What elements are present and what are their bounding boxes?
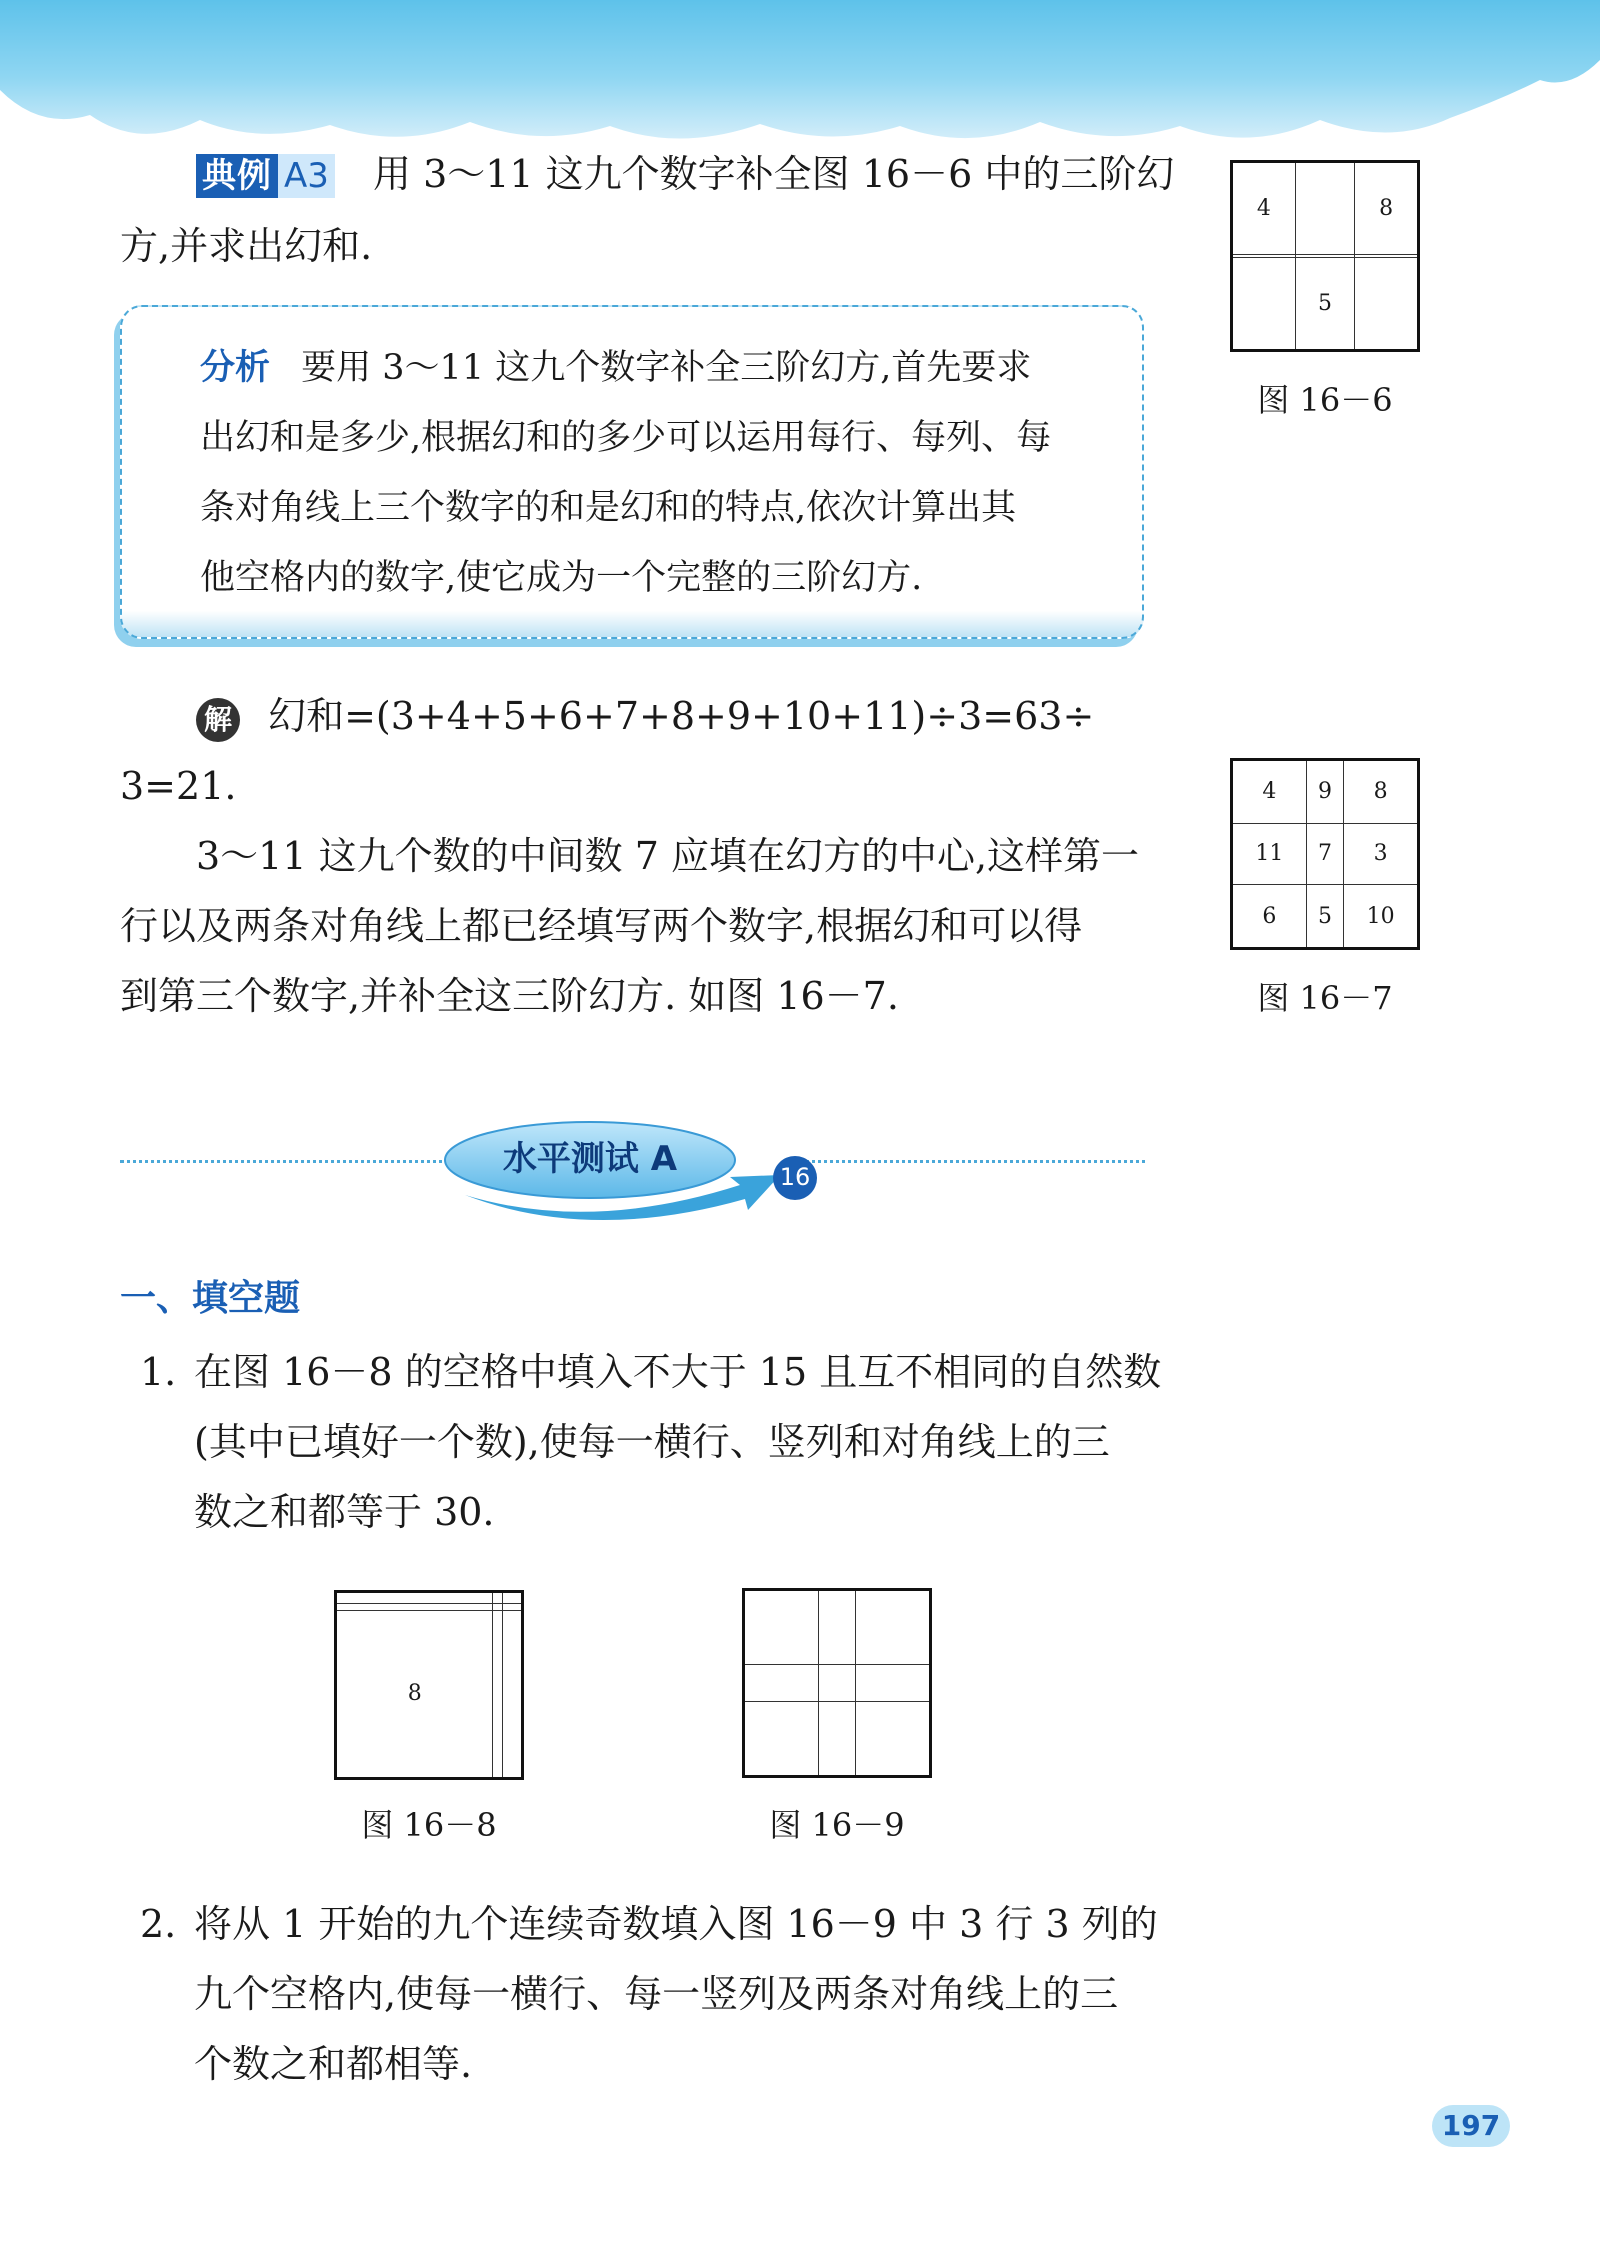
- grid-cell: [744, 1702, 819, 1777]
- grid-cell: 4: [1232, 760, 1307, 824]
- grid-cell: 8: [1344, 760, 1419, 824]
- cloud-border: [0, 60, 1600, 160]
- grid-row: [336, 1610, 523, 1778]
- grid-16-9: [742, 1588, 932, 1778]
- page-number: 197: [1432, 2105, 1510, 2147]
- solution-text-2: 3=21.: [120, 764, 237, 808]
- grid-row: [1232, 760, 1419, 824]
- grid-cell: [503, 1592, 523, 1604]
- magic-square-16-6: [1230, 160, 1420, 352]
- question-1-text-2: (其中已填好一个数),使每一横行、竖列和对角线上的三: [194, 1420, 1110, 1464]
- grid-cell: [744, 1590, 819, 1665]
- grid-cell: [1232, 258, 1296, 351]
- grid-row: [336, 1592, 523, 1604]
- question-2-text-2: 九个空格内,使每一横行、每一竖列及两条对角线上的三: [194, 1972, 1119, 2016]
- analysis-line-1: [200, 345, 1031, 391]
- solution-badge: 解: [196, 698, 240, 742]
- grid-row: [1232, 885, 1419, 949]
- grid-cell: [818, 1664, 855, 1701]
- grid-cell: [1295, 162, 1355, 255]
- grid-cell: 10: [1344, 885, 1419, 949]
- example-text-2: 方,并求出幻和.: [120, 224, 373, 268]
- dotted-divider-left: [120, 1160, 450, 1163]
- grid-cell: [493, 1610, 503, 1778]
- caption-16-6: 图 16－6: [1257, 381, 1393, 419]
- example-badge: 典例: [196, 154, 278, 198]
- question-2-number: 2.: [140, 1902, 177, 1946]
- question-2-text-1: 将从 1 开始的九个连续奇数填入图 16－9 中 3 行 3 列的: [194, 1902, 1158, 1946]
- grid-cell: [744, 1664, 819, 1701]
- grid-cell: [493, 1592, 503, 1604]
- example-text-1: 用 3～11 这九个数字补全图 16－6 中的三阶幻: [372, 152, 1175, 196]
- grid-cell: [336, 1592, 493, 1604]
- grid-cell: 5: [1306, 885, 1343, 949]
- analysis-text-2: 出幻和是多少,根据幻和的多少可以运用每行、每列、每: [200, 418, 1052, 458]
- grid-row: [1232, 823, 1419, 884]
- grid-cell: [856, 1702, 931, 1777]
- grid-cell: 11: [1232, 823, 1307, 884]
- grid-cell: 9: [1306, 760, 1343, 824]
- grid-cell: 8: [336, 1610, 493, 1778]
- solution-text-5: 到第三个数字,并补全这三阶幻方. 如图 16－7.: [120, 974, 899, 1018]
- grid-cell: [818, 1590, 855, 1665]
- grid-cell: [818, 1702, 855, 1777]
- grid-cell: [1355, 258, 1419, 351]
- solution-text-3: 3～11 这九个数的中间数 7 应填在幻方的中心,这样第一: [196, 834, 1140, 878]
- grid-cell: 3: [1344, 823, 1419, 884]
- grid-cell: 5: [1295, 258, 1355, 351]
- analysis-label: 分析: [200, 348, 271, 388]
- grid-16-8: [334, 1590, 524, 1780]
- analysis-text-3: 条对角线上三个数字的和是幻和的特点,依次计算出其: [200, 488, 1017, 528]
- grid-row: [744, 1590, 931, 1665]
- caption-16-7: 图 16－7: [1257, 979, 1393, 1017]
- example-number: A3: [278, 154, 335, 198]
- grid-row: [1232, 162, 1419, 255]
- question-1-text-3: 数之和都等于 30.: [194, 1490, 495, 1534]
- chapter-badge: 16: [779, 1163, 811, 1191]
- example-line-1: [196, 150, 1174, 198]
- grid-row: [1232, 258, 1419, 351]
- grid-cell: 7: [1306, 823, 1343, 884]
- test-banner-title: 水平测试 A: [502, 1139, 678, 1179]
- solution-text-1: 幻和=(3+4+5+6+7+8+9+10+11)÷3=63÷: [268, 694, 1095, 738]
- dotted-divider-right: [800, 1160, 1145, 1163]
- question-2-text-3: 个数之和都相等.: [194, 2042, 473, 2086]
- solution-text-4: 行以及两条对角线上都已经填写两个数字,根据幻和可以得: [120, 904, 1083, 948]
- grid-cell: 8: [1355, 162, 1419, 255]
- caption-16-8: 图 16－8: [361, 1806, 497, 1844]
- grid-row: [744, 1664, 931, 1701]
- analysis-text-1: 要用 3～11 这九个数字补全三阶幻方,首先要求: [301, 348, 1032, 388]
- grid-cell: [503, 1610, 523, 1778]
- grid-cell: 6: [1232, 885, 1307, 949]
- question-1-number: 1.: [140, 1350, 177, 1394]
- grid-cell: [856, 1664, 931, 1701]
- analysis-text-4: 他空格内的数字,使它成为一个完整的三阶幻方.: [200, 558, 923, 598]
- grid-cell: [856, 1590, 931, 1665]
- section-title: 一、填空题: [120, 1278, 301, 1319]
- caption-16-9: 图 16－9: [769, 1806, 905, 1844]
- grid-row: [744, 1702, 931, 1777]
- magic-square-16-7: [1230, 758, 1420, 950]
- solution-line-1: [196, 692, 1094, 742]
- question-1-text-1: 在图 16－8 的空格中填入不大于 15 且互不相同的自然数: [194, 1350, 1162, 1394]
- grid-cell: 4: [1232, 162, 1296, 255]
